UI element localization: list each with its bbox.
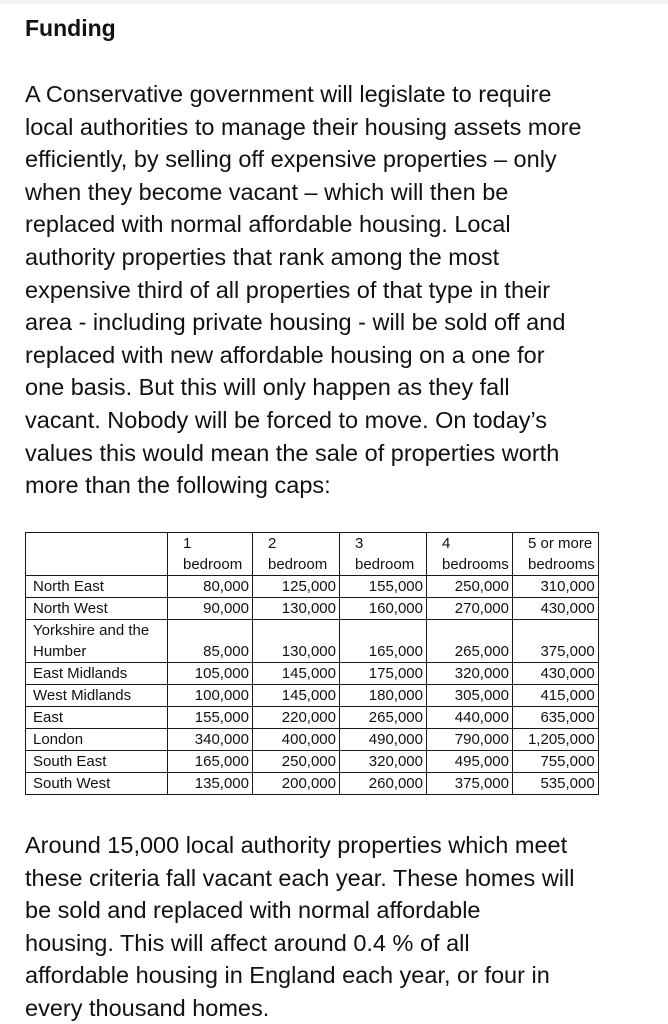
value-cell: 175,000 [340, 663, 427, 685]
intro-line: A Conservative government will legislate to require [25, 81, 552, 107]
value-cell: 265,000 [427, 620, 513, 663]
value-cell: 755,000 [513, 751, 599, 773]
region-cell: South East [26, 751, 168, 773]
value-cell: 320,000 [427, 663, 513, 685]
value-cell: 495,000 [427, 751, 513, 773]
value-cell: 790,000 [427, 729, 513, 751]
region-cell: North West [26, 598, 168, 620]
region-cell: Yorkshire and the Humber [26, 620, 168, 663]
value-cell: 260,000 [340, 773, 427, 795]
table-row [26, 598, 599, 620]
closing-line: be sold and replaced with normal affordable [25, 897, 481, 924]
closing-paragraph [25, 829, 655, 1024]
section-heading: Funding [25, 15, 116, 41]
value-cell: 1,205,000 [513, 729, 599, 751]
region-cell: South West [26, 773, 168, 795]
intro-line: vacant. Nobody will be forced to move. On today’s [25, 406, 548, 433]
region-cell: East [26, 707, 168, 729]
table-row [26, 773, 599, 795]
value-cell: 155,000 [340, 576, 427, 598]
table-row [26, 620, 599, 663]
value-cell: 165,000 [340, 620, 427, 663]
closing-line: every thousand homes. [25, 994, 270, 1021]
table-row [26, 576, 599, 598]
intro-line: expensive third of all properties of that type in their [25, 276, 551, 303]
value-cell: 160,000 [340, 598, 427, 620]
region-cell: North East [26, 576, 168, 598]
price-caps-table [25, 532, 599, 795]
value-cell: 635,000 [513, 707, 599, 729]
value-cell: 145,000 [253, 663, 340, 685]
column-header: 2 bedroom [253, 533, 340, 576]
value-cell: 490,000 [340, 729, 427, 751]
closing-line: these criteria fall vacant each year. These homes will [25, 864, 575, 891]
closing-line: Around 15,000 local authority properties which meet [25, 832, 568, 858]
top-divider [0, 0, 668, 4]
value-cell: 100,000 [168, 685, 253, 707]
column-header: 1 bedroom [168, 533, 253, 576]
closing-line: housing. This will affect around 0.4 % of all [25, 929, 470, 956]
value-cell: 310,000 [513, 576, 599, 598]
value-cell: 125,000 [253, 576, 340, 598]
intro-line: authority properties that rank among the most [25, 243, 500, 270]
intro-line: more than the following caps: [25, 472, 331, 499]
value-cell: 85,000 [168, 620, 253, 663]
value-cell: 200,000 [253, 773, 340, 795]
value-cell: 250,000 [253, 751, 340, 773]
value-cell: 375,000 [427, 773, 513, 795]
value-cell: 415,000 [513, 685, 599, 707]
table-row [26, 707, 599, 729]
column-header: 5 or more bedrooms [513, 533, 599, 576]
value-cell: 320,000 [340, 751, 427, 773]
header-region-cell [26, 533, 168, 576]
column-header: 3 bedroom [340, 533, 427, 576]
intro-line: when they become vacant – which will then be [25, 178, 509, 205]
intro-line: replaced with normal affordable housing. Local [25, 211, 511, 238]
table-row [26, 729, 599, 751]
region-cell: West Midlands [26, 685, 168, 707]
value-cell: 130,000 [253, 598, 340, 620]
value-cell: 155,000 [168, 707, 253, 729]
value-cell: 430,000 [513, 663, 599, 685]
value-cell: 250,000 [427, 576, 513, 598]
value-cell: 265,000 [340, 707, 427, 729]
intro-line: efficiently, by selling off expensive properties – only [25, 146, 557, 173]
value-cell: 430,000 [513, 598, 599, 620]
value-cell: 145,000 [253, 685, 340, 707]
region-cell: East Midlands [26, 663, 168, 685]
value-cell: 340,000 [168, 729, 253, 751]
value-cell: 400,000 [253, 729, 340, 751]
value-cell: 535,000 [513, 773, 599, 795]
intro-line: one basis. But this will only happen as they fall [25, 374, 510, 401]
column-header: 4 bedrooms [427, 533, 513, 576]
region-cell: London [26, 729, 168, 751]
intro-line: local authorities to manage their housing assets more [25, 113, 582, 140]
table-row [26, 685, 599, 707]
value-cell: 440,000 [427, 707, 513, 729]
closing-line: affordable housing in England each year, or four in [25, 962, 550, 989]
intro-line: replaced with new affordable housing on a one for [25, 341, 545, 368]
value-cell: 305,000 [427, 685, 513, 707]
value-cell: 130,000 [253, 620, 340, 663]
table-header-row [26, 533, 599, 576]
table-row [26, 751, 599, 773]
value-cell: 220,000 [253, 707, 340, 729]
value-cell: 80,000 [168, 576, 253, 598]
intro-paragraph [25, 78, 655, 502]
value-cell: 270,000 [427, 598, 513, 620]
value-cell: 180,000 [340, 685, 427, 707]
value-cell: 105,000 [168, 663, 253, 685]
value-cell: 375,000 [513, 620, 599, 663]
intro-line: area - including private housing - will be sold off and [25, 309, 566, 336]
value-cell: 135,000 [168, 773, 253, 795]
value-cell: 90,000 [168, 598, 253, 620]
intro-line: values this would mean the sale of properties worth [25, 439, 560, 466]
value-cell: 165,000 [168, 751, 253, 773]
table-row [26, 663, 599, 685]
